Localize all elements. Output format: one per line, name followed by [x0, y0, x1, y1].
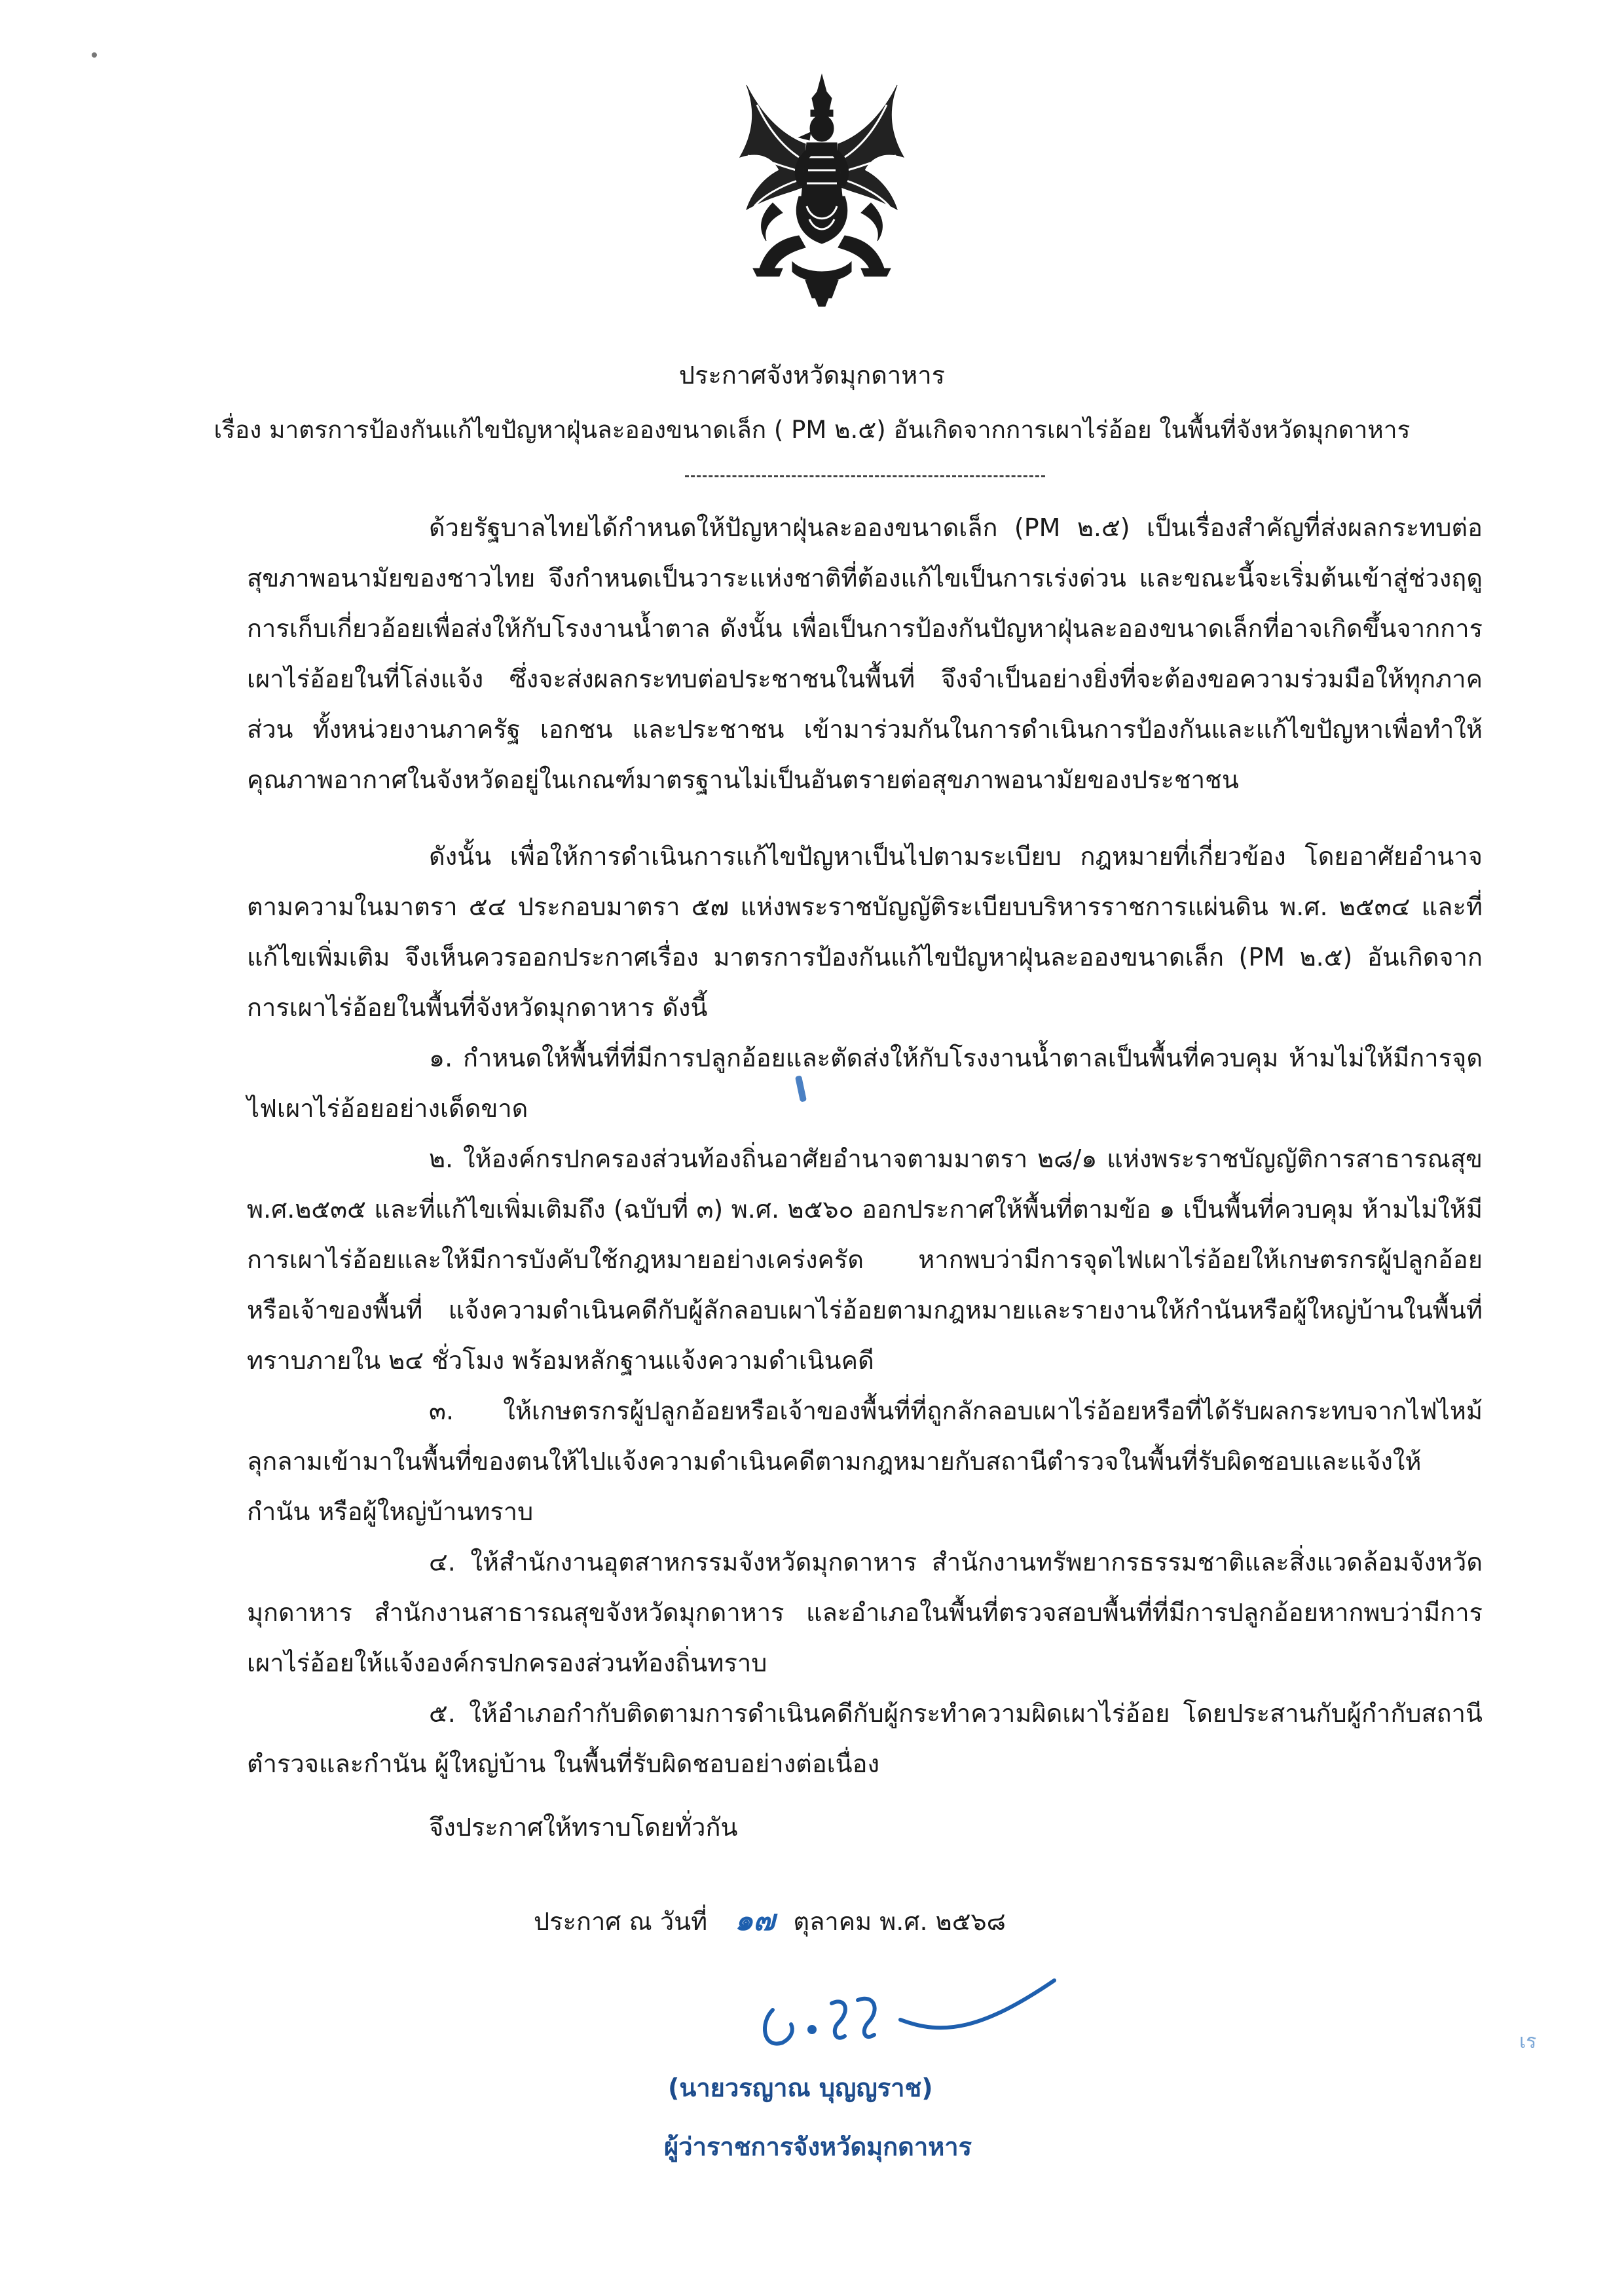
handwritten-signature [747, 1964, 1061, 2062]
measure-item: ๑. กำหนดให้พื้นที่ที่มีการปลูกอ้อยและตัดส่งให้กับโรงงานน้ำตาลเป็นพื้นที่ควบคุม ห้ามไม่ให้มีการจุดไฟเผาไร่อ้อยอย่างเด็ดขาด [247, 1044, 1483, 1123]
body-paragraph: ด้วยรัฐบาลไทยได้กำหนดให้ปัญหาฝุ่นละอองขนาดเล็ก (PM ๒.๕) เป็นเรื่องสำคัญที่ส่งผลกระทบต่อสุขภาพอนามัยของชาวไทย จึงกำหนดเป็นวาระแห่งชาติที่ต้องแก้ไขเป็นการเร่งด่วน และขณะนี้จะเริ่มต้นเข้าสู่ช่วงฤดูการเก็บเกี่ยวอ้อยเพื่อส่งให้กับโรงงานน้ำตาล ดังนั้น เพื่อเป็นการป้องกันปัญหาฝุ่นละอองขนาดเล็กที่อาจเกิดขึ้นจากการเผาไร่อ้อยในที่โล่งแจ้ง ซึ่งจะส่งผลกระทบต่อประชาชนในพื้นที่ จึงจำเป็นอย่างยิ่งที่จะต้องขอความร่วมมือให้ทุกภาคส่วน ทั้งหน่วยงานภาครัฐ เอกชน และประชาชน เข้ามาร่วมกันในการดำเนินการป้องกันและแก้ไขปัญหาเพื่อทำให้คุณภาพอากาศในจังหวัดอยู่ในเกณฑ์มาตรฐานไม่เป็นอันตรายต่อสุขภาพอนามัยของประชาชน [247, 513, 1483, 794]
closing-statement: จึงประกาศให้ทราบโดยทั่วกัน [429, 1813, 738, 1842]
signatory-position: ผู้ว่าราชการจังหวัดมุกดาหาร [664, 2132, 972, 2161]
body-section-intro [247, 503, 1483, 1789]
scan-speck [92, 52, 97, 58]
measure-item: ๔. ให้สำนักงานอุตสาหกรรมจังหวัดมุกดาหาร สำนักงานทรัพยากรธรรมชาติและสิ่งแวดล้อมจังหวัดมุกดาหาร สำนักงานสาธารณสุขจังหวัดมุกดาหาร และอำเภอในพื้นที่ตรวจสอบพื้นที่ที่มีการปลูกอ้อยหากพบว่ามีการเผาไร่อ้อยให้แจ้งองค์กรปกครองส่วนท้องถิ่นทราบ [247, 1548, 1483, 1677]
date-day-handwritten: ๑๗ [735, 1904, 775, 1937]
measure-item: ๒. ให้องค์กรปกครองส่วนท้องถิ่นอาศัยอำนาจตามมาตรา ๒๘/๑ แห่งพระราชบัญญัติการสาธารณสุข พ.ศ.๒๕๓๕ และที่แก้ไขเพิ่มเติมถึง (ฉบับที่ ๓) พ.ศ. ๒๕๖๐ ออกประกาศให้พื้นที่ตามข้อ ๑ เป็นพื้นที่ควบคุม ห้ามไม่ให้มีการเผาไร่อ้อยและให้มีการบังคับใช้กฎหมายอย่างเคร่งครัด หากพบว่ามีการจุดไฟเผาไร่อ้อยให้เกษตรกรผู้ปลูกอ้อย หรือเจ้าของพื้นที่ แจ้งความดำเนินคดีกับผู้ลักลอบเผาไร่อ้อยตามกฎหมายและรายงานให้กำนันหรือผู้ใหญ่บ้านในพื้นที่ทราบภายใน ๒๔ ชั่วโมง พร้อมหลักฐานแจ้งความดำเนินคดี [247, 1144, 1483, 1375]
margin-mark: เร [1519, 2030, 1537, 2053]
announcement-date [534, 1897, 1006, 1943]
garuda-emblem [733, 72, 910, 308]
body-paragraph: ดังนั้น เพื่อให้การดำเนินการแก้ไขปัญหาเป็นไปตามระเบียบ กฎหมายที่เกี่ยวข้อง โดยอาศัยอำนาจตามความในมาตรา ๕๔ ประกอบมาตรา ๕๗ แห่งพระราชบัญญัติระเบียบบริหารราชการแผ่นดิน พ.ศ. ๒๕๓๔ และที่แก้ไขเพิ่มเติม จึงเห็นควรออกประกาศเรื่อง มาตรการป้องกันแก้ไขปัญหาฝุ่นละอองขนาดเล็ก (PM ๒.๕) อันเกิดจากการเผาไร่อ้อยในพื้นที่จังหวัดมุกดาหาร ดังนี้ [247, 842, 1483, 1022]
announcement-subject: เรื่อง มาตรการป้องกันแก้ไขปัญหาฝุ่นละอองขนาดเล็ก ( PM ๒.๕) อันเกิดจากการเผาไร่อ้อย ในพื้นที่จังหวัดมุกดาหาร [213, 416, 1411, 444]
signatory-name: (นายวรญาณ บุญญราช) [668, 2073, 933, 2102]
measure-item: ๓. ให้เกษตรกรผู้ปลูกอ้อยหรือเจ้าของพื้นที่ที่ถูกลักลอบเผาไร่อ้อยหรือที่ได้รับผลกระทบจากไฟไหม้ลุกลามเข้ามาในพื้นที่ของตนให้ไปแจ้งความดำเนินคดีตามกฎหมายกับสถานีตำรวจในพื้นที่รับผิดชอบและแจ้งให้กำนัน หรือผู้ใหญ่บ้านทราบ [247, 1396, 1483, 1526]
title-divider [685, 475, 1045, 477]
measure-item: ๕. ให้อำเภอกำกับติดตามการดำเนินคดีกับผู้กระทำความผิดเผาไร่อ้อย โดยประสานกับผู้กำกับสถานีตำรวจและกำนัน ผู้ใหญ่บ้าน ในพื้นที่รับผิดชอบอย่างต่อเนื่อง [247, 1699, 1483, 1778]
date-prefix: ประกาศ ณ วันที่ [534, 1907, 708, 1936]
date-month-year: ตุลาคม พ.ศ. ๒๕๖๘ [793, 1907, 1006, 1936]
announcement-title: ประกาศจังหวัดมุกดาหาร [678, 361, 946, 390]
